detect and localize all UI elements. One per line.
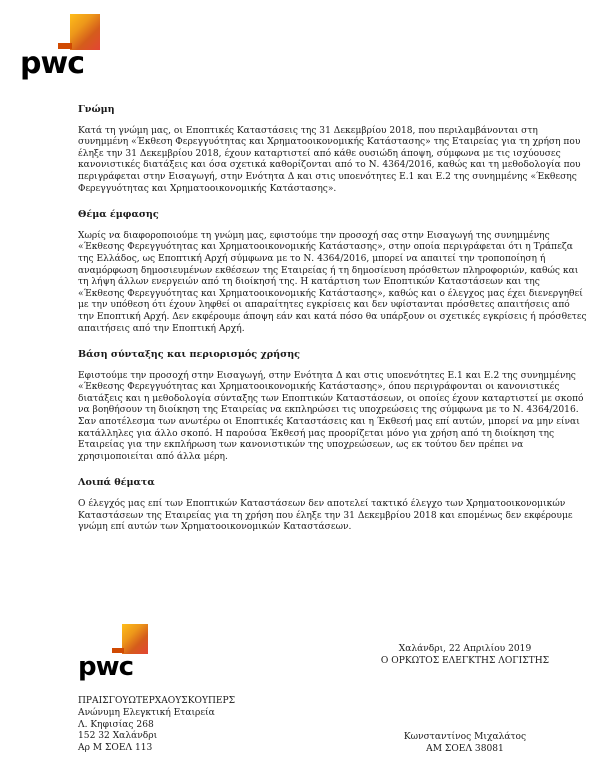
section-text: Εφιστούμε την προσοχή στην Εισαγωγή, στην Ενότητα Δ και στις υποενότητες Ε.1 και Ε.2 της συνημμένης «Έκθεσης Φερεγγυότητας και Χρηματοοικονομικής Κατάστασης», όπου περιγράφονται οι κανονιστικές διατάξεις και η μεθοδολογία σύνταξης των Εποπτικών Καταστάσεων, οι οποίες έχουν καταρτιστεί με σκοπό να βοηθήσουν τη διοίκηση της Εταιρείας να εκπληρώσει τις υποχρεώσεις της σύμφωνα με το Ν. 4364/2016. Σαν αποτέλεσμα των ανωτέρω οι Εποπτικές Καταστάσεις και η Έκθεσή μας επί αυτών, μπορεί να μην είναι κατάλληλες για άλλο σκοπό. Η παρούσα Έκθεσή μας προορίζεται μόνο για χρήση από τη διοίκηση της Εταιρείας για την εκπλήρωση των κανονιστικών της υποχρεώσεων, ως εκ τούτου δεν πρέπει να χρησιμοποιείται από άλλα μέρη. [78, 370, 584, 462]
auditor-reg: ΑΜ ΣΟΕΛ 38081 [426, 743, 504, 754]
section-text: Ο έλεγχός μας επί των Εποπτικών Καταστάσεων δεν αποτελεί τακτικό έλεγχο των Χρηματοοικονομικών Καταστάσεων της Εταιρείας για τη χρήση που έληξε την 31 Δεκεμβρίου 2018 και επομένως δεν εκφέρουμε γνώμη επί αυτών των Χρηματοοικονομικών Καταστάσεων. [78, 499, 573, 533]
logo-mark-icon [70, 14, 100, 50]
logo-mark-icon [122, 624, 148, 654]
firm-reg: Αρ Μ ΣΟΕΛ 113 [78, 743, 153, 754]
section-text: Χωρίς να διαφοροποιούμε τη γνώμη μας, εφιστούμε την προσοχή σας στην Εισαγωγή της συνημμένης «Έκθεσης Φερεγγυότητας και Χρηματοοικονομικής Κατάστασης», στην οποία περιγράφεται ότι η Τράπεζα της Ελλάδος, ως Εποπτική Αρχή σύμφωνα με το Ν. 4364/2016, μπορεί να απαιτεί την τροποποίηση ή αναμόρφωση δημοσιευμένων εκθέσεων της Εταιρείας ή τη δημοσίευση πρόσθετων πληροφοριών, καθώς και τη λήψη άλλων ενεργειών από τη διοίκησή της. Η κατάρτιση των Εποπτικών Καταστάσεων και της «Έκθεσης Φερεγγυότητας και Χρηματοοικονομικής Κατάστασης», καθώς και ο έλεγχος μας έχει διενεργηθεί με την υπόθεση ότι έχουν ληφθεί οι απαραίτητες εγκρίσεις και δεν υφίστανται πρόσθετες απαιτήσεις από την Εποπτική Αρχή. Δεν εκφέρουμε άποψη εάν και κατά πόσο θα υπάρξουν οι σχετικές εγκρίσεις ή πρόσθετες απαιτήσεις από την Εποπτική Αρχή. [78, 230, 587, 334]
auditor-name: Κωνσταντίνος Μιχαλάτος [403, 732, 527, 742]
auditor-signature [370, 732, 560, 756]
logo-wordmark: pwc [20, 46, 84, 81]
section-heading: Λοιπά θέματα [78, 477, 155, 489]
auditor-role: Ο ΟΡΚΩΤΟΣ ΕΛΕΓΚΤΗΣ ΛΟΓΙΣΤΗΣ [380, 655, 550, 666]
pwc-logo-bottom [78, 624, 150, 682]
firm-name: ΠΡΑΙΣΓΟΥΩΤΕΡΧΑΟΥΣΚΟΥΠΕΡΣ [78, 696, 236, 706]
logo-wordmark: pwc [78, 652, 134, 682]
signature-block [350, 644, 580, 667]
pwc-logo-top [20, 14, 100, 80]
firm-info [78, 696, 235, 755]
firm-city: 152 32 Χαλάνδρι [78, 731, 158, 742]
section-heading: Γνώμη [78, 104, 115, 115]
place-date: Χαλάνδρι, 22 Απριλίου 2019 [398, 644, 532, 654]
section-heading: Θέμα έμφασης [78, 209, 159, 221]
firm-type: Ανώνυμη Ελεγκτική Εταιρεία [78, 707, 215, 718]
section-heading: Βάση σύνταξης και περιορισμός χρήσης [78, 349, 301, 361]
section-text: Κατά τη γνώμη μας, οι Εποπτικές Καταστάσεις της 31 Δεκεμβρίου 2018, που περιλαμβάνονται στη συνημμένη «Έκθεση Φερεγγυότητας και Χρηματοοικονομικής Κατάστασης» της Εταιρείας για τη χρήση που έληξε την 31 Δεκεμβρίου 2018, έχουν καταρτιστεί από κάθε ουσιώδη άποψη, σύμφωνα με τις ισχύουσες κανονιστικές διατάξεις και όσα σχετικά καθορίζονται από το Ν. 4364/2016, καθώς και τη μεθοδολογία που περιγράφεται στην Εισαγωγή, στην Ενότητα Δ και στις υποενότητες Ε.1 και Ε.2 της συνημμένης «Έκθεσης Φερεγγυότητας και Χρηματοοικονομικής Κατάστασης». [78, 125, 581, 194]
firm-street: Λ. Κηφισίας 268 [78, 719, 154, 730]
report-body [78, 104, 588, 548]
